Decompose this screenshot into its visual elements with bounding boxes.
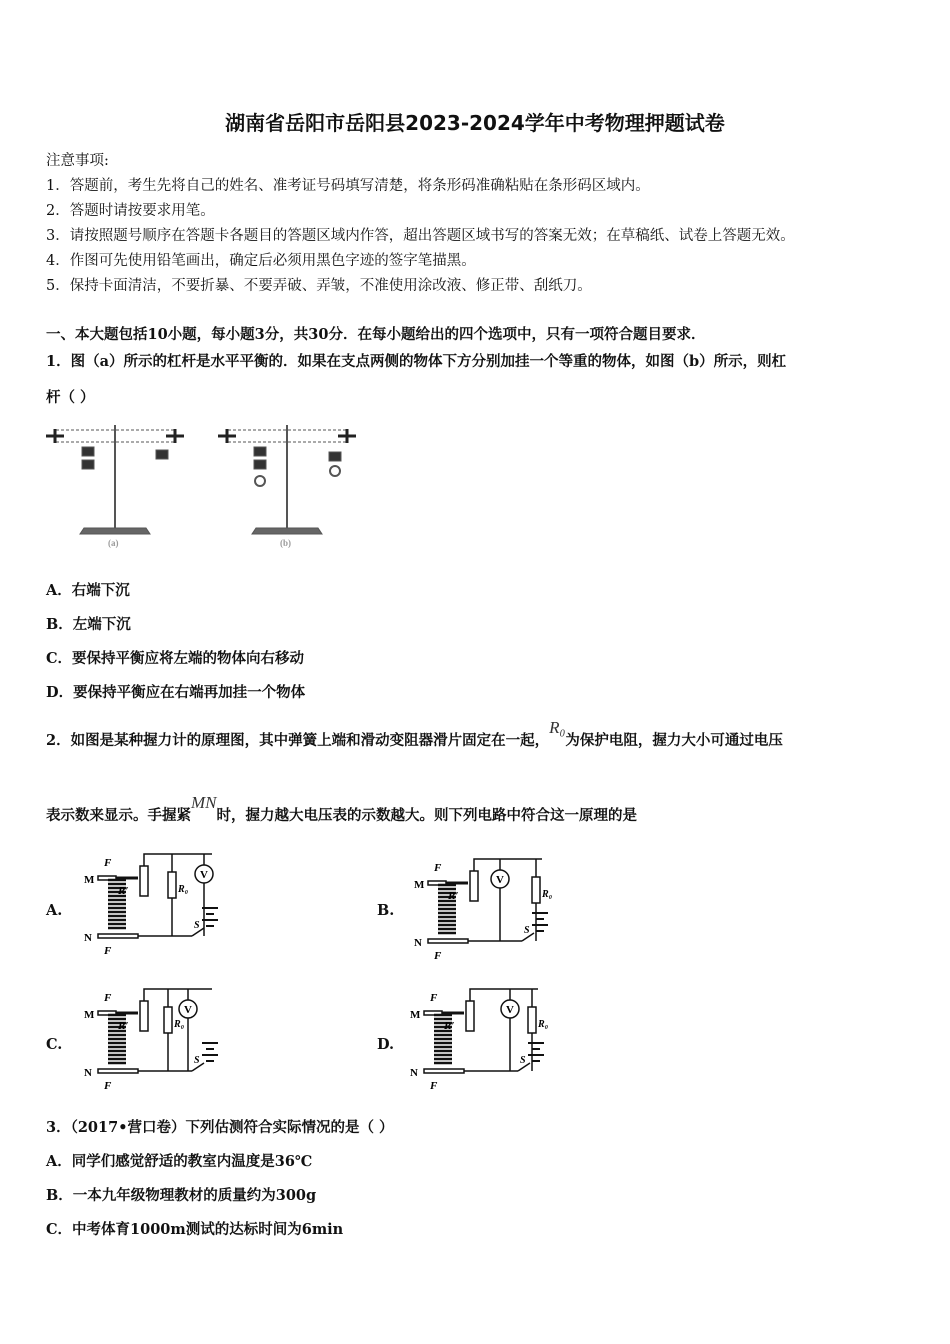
battery-icon — [532, 913, 548, 931]
label-n: N — [84, 932, 92, 944]
q2-option-a-label: A. — [46, 902, 63, 919]
plate-n — [424, 1069, 464, 1073]
q3-option-c: C．中考体育1000m测试的达标时间为6min — [46, 1221, 344, 1238]
label-r0: R₀ — [174, 1019, 185, 1030]
notice-item: 1．答题前，考生先将自己的姓名、准考证号码填写清楚，将条形码准确粘贴在条形码区域内。 — [46, 178, 650, 194]
page-title: 湖南省岳阳市岳阳县2023-2024学年中考物理押题试卷 — [225, 111, 725, 135]
fig-label-b: (b) — [280, 538, 291, 548]
q3-option-b: B．一本九年级物理教材的质量约为300g — [46, 1187, 317, 1204]
label-rheostat: R′ — [118, 885, 129, 897]
section-heading: 一、本大题包括10小题，每小题3分，共30分．在每小题给出的四个选项中，只有一项符合题目要求． — [46, 326, 706, 343]
q1-option-a: A．右端下沉 — [46, 582, 130, 599]
force-label-bottom: F — [430, 1080, 438, 1092]
label-voltmeter: V — [200, 869, 208, 881]
q2-option-b-label: B. — [377, 902, 395, 919]
force-label-top: F — [104, 992, 112, 1004]
label-n: N — [410, 1067, 418, 1079]
lever-b — [218, 425, 356, 534]
circuit-diagram-c — [82, 985, 232, 1100]
circuit-diagram-d — [408, 985, 568, 1100]
rheostat — [470, 871, 478, 901]
label-n: N — [414, 937, 422, 949]
fig-label-a: (a) — [108, 538, 119, 548]
plate-n — [428, 939, 468, 943]
label-switch: S — [520, 1055, 526, 1066]
resistor-r0 — [168, 872, 176, 898]
force-label-top: F — [430, 992, 438, 1004]
q2-stem-part: 为保护电阻，握力大小可通过电压 — [565, 732, 783, 749]
plate-m — [98, 876, 116, 880]
plate-m — [428, 881, 446, 885]
wire-top — [474, 859, 542, 871]
label-switch: S — [194, 920, 200, 931]
resistor-r0 — [532, 877, 540, 903]
label-voltmeter: V — [496, 874, 504, 886]
q2-stem — [46, 718, 783, 750]
lever-figure — [44, 420, 364, 555]
label-m: M — [84, 1009, 95, 1021]
q1-option-b: B．左端下沉 — [46, 616, 131, 633]
rheostat — [140, 1001, 148, 1031]
q2-stem-cont — [46, 793, 637, 825]
lever-a — [46, 425, 184, 534]
label-rheostat: R′ — [118, 1020, 129, 1032]
notice-heading: 注意事项: — [46, 153, 109, 169]
force-label-bottom: F — [104, 945, 112, 957]
q2-stem-part: 时，握力越大电压表的示数越大。则下列电路中符合这一原理的是 — [216, 807, 637, 824]
rheostat — [140, 866, 148, 896]
q1-stem-cont: 杆（ ） — [46, 389, 95, 406]
plate-m — [424, 1011, 442, 1015]
plate-n — [98, 1069, 138, 1073]
label-m: M — [410, 1009, 421, 1021]
notice-item: 4．作图可先使用铅笔画出，确定后必须用黑色字迹的签字笔描黑。 — [46, 253, 476, 269]
force-label-top: F — [104, 857, 112, 869]
label-rheostat: R′ — [448, 890, 459, 902]
label-r0: R₀ — [178, 884, 189, 895]
label-rheostat: R′ — [444, 1020, 455, 1032]
rheostat — [466, 1001, 474, 1031]
battery-icon — [202, 1043, 218, 1061]
symbol-r0: R₀ — [549, 718, 566, 737]
q2-stem-part: 表示数来显示。手握紧 — [46, 807, 191, 824]
label-voltmeter: V — [184, 1004, 192, 1016]
label-switch: S — [194, 1055, 200, 1066]
q2-option-c-label: C. — [46, 1036, 63, 1053]
label-r0: R₀ — [538, 1019, 549, 1030]
plate-n — [98, 934, 138, 938]
q3-option-a: A．同学们感觉舒适的教室内温度是36℃ — [46, 1153, 313, 1170]
resistor-r0 — [528, 1007, 536, 1033]
label-switch: S — [524, 925, 530, 936]
label-m: M — [414, 879, 425, 891]
plate-m — [98, 1011, 116, 1015]
battery-icon — [528, 1043, 544, 1061]
wire-top — [144, 854, 212, 866]
wire-top — [470, 989, 538, 1001]
circuit-diagram-a — [82, 850, 232, 965]
wire-top — [144, 989, 212, 1001]
notice-item: 2．答题时请按要求用笔。 — [46, 203, 215, 219]
label-m: M — [84, 874, 95, 886]
q1-option-d: D．要保持平衡应在右端再加挂一个物体 — [46, 684, 306, 701]
circuit-diagram-b — [412, 855, 572, 970]
q1-option-c: C．要保持平衡应将左端的物体向右移动 — [46, 650, 305, 667]
notice-item: 3．请按照题号顺序在答题卡各题目的答题区域内作答，超出答题区域书写的答案无效；在草稿纸、试卷上答题无效。 — [46, 228, 795, 244]
force-label-bottom: F — [104, 1080, 112, 1092]
label-r0: R₀ — [542, 889, 553, 900]
force-label-top: F — [434, 862, 442, 874]
label-n: N — [84, 1067, 92, 1079]
resistor-r0 — [164, 1007, 172, 1033]
q2-option-d-label: D. — [377, 1036, 395, 1053]
force-label-bottom: F — [434, 950, 442, 962]
label-voltmeter: V — [506, 1004, 514, 1016]
notice-item: 5．保持卡面清洁，不要折暴、不要弄破、弄皱，不准使用涂改液、修正带、刮纸刀。 — [46, 278, 592, 294]
q2-stem-part: 2．如图是某种握力计的原理图，其中弹簧上端和滑动变阻器滑片固定在一起， — [46, 732, 550, 749]
q1-stem: 1．图（a）所示的杠杆是水平平衡的．如果在支点两侧的物体下方分别加挂一个等重的物体，如图（b）所示，则杠 — [46, 353, 787, 370]
q3-stem: 3．（2017•营口卷）下列估测符合实际情况的是（ ） — [46, 1119, 394, 1136]
symbol-mn: MN — [191, 793, 217, 812]
